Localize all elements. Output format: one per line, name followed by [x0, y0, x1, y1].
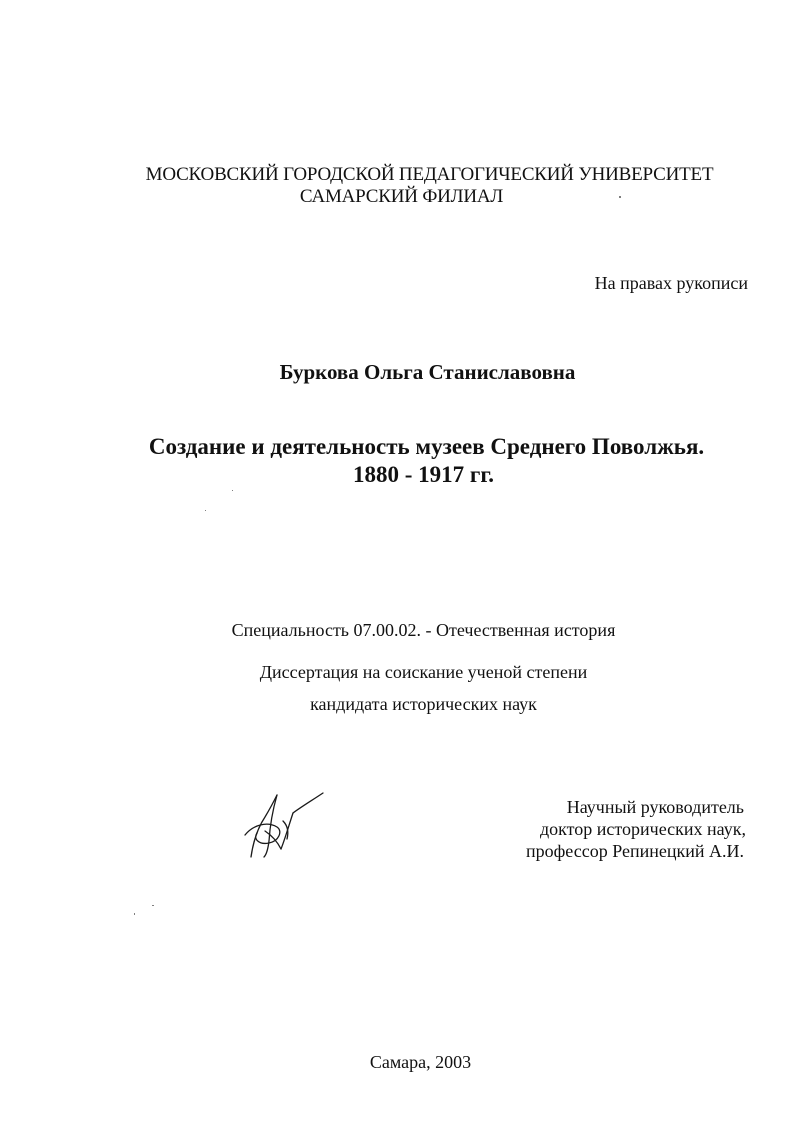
supervisor-degree: доктор исторических наук,: [540, 819, 746, 839]
city-year: Самара, 2003: [369, 1052, 472, 1072]
scan-speck: [232, 490, 233, 491]
degree-line-1: Диссертация на соискание ученой степени: [259, 662, 588, 682]
institution-name: МОСКОВСКИЙ ГОРОДСКОЙ ПЕДАГОГИЧЕСКИЙ УНИВЕРСИТЕТ: [145, 164, 714, 185]
dissertation-title: Создание и деятельность музеев Среднего Поволжья.: [148, 434, 705, 459]
scan-speck: [152, 905, 154, 906]
dissertation-years: 1880 - 1917 гг.: [353, 462, 494, 487]
manuscript-note: На правах рукописи: [594, 273, 748, 293]
degree-line-2: кандидата исторических наук: [310, 694, 537, 714]
author-name: Буркова Ольга Станиславовна: [279, 360, 576, 384]
institution-branch: САМАРСКИЙ ФИЛИАЛ: [299, 186, 504, 207]
signature-icon: [243, 791, 327, 861]
scan-speck: [619, 196, 621, 198]
specialty: Специальность 07.00.02. - Отечественная история: [231, 620, 616, 640]
supervisor-role: Научный руководитель: [566, 797, 744, 817]
scan-speck: [205, 510, 206, 511]
supervisor-name: профессор Репинецкий А.И.: [525, 841, 744, 861]
scan-speck: [134, 913, 135, 915]
